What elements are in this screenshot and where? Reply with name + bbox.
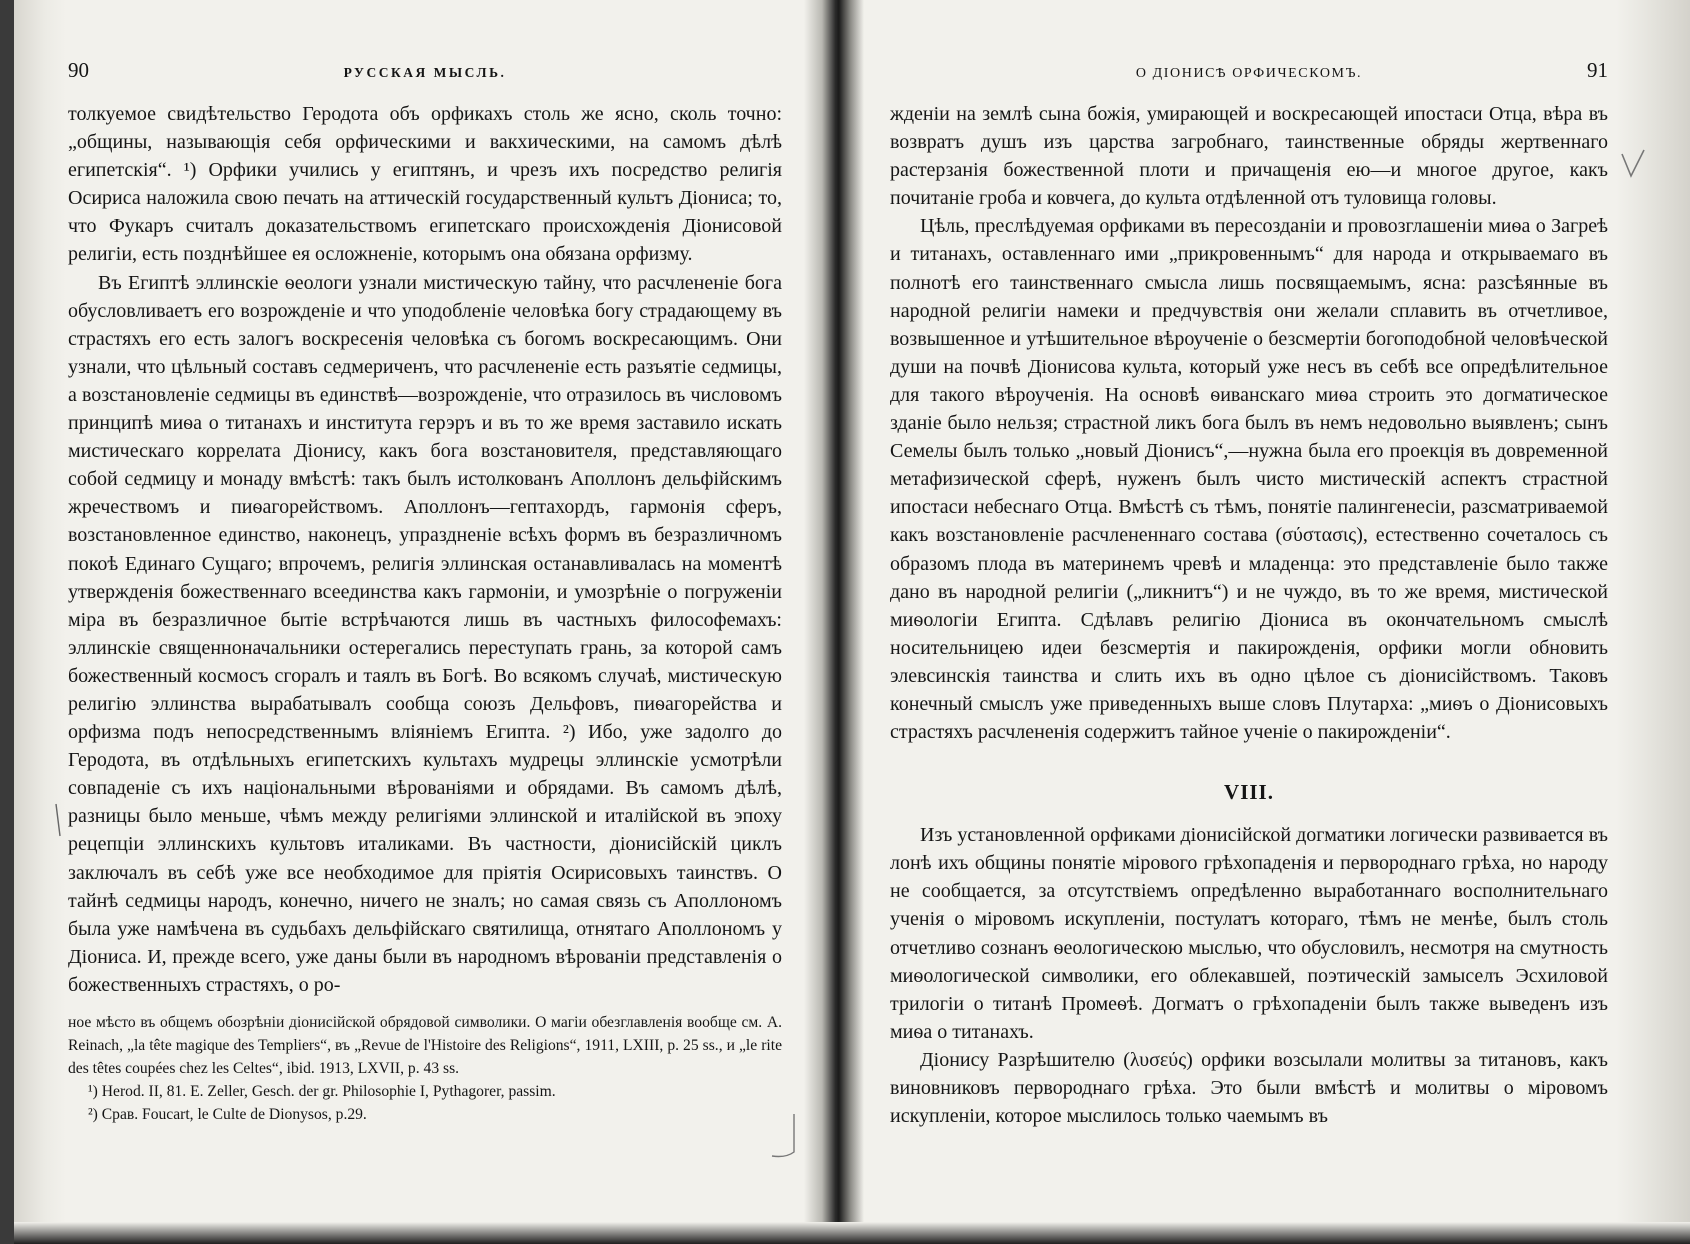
right-paragraph-4: Діонису Разрѣшителю (λυσεύς) орфики возсылали молитвы за титановъ, какъ виновниковъ первороднаго грѣха. Это были вмѣстѣ и молитвы о міровомъ искупленіи, которое мыслилось только чаемымъ въ <box>890 1048 1608 1128</box>
page-edge-right <box>1616 0 1690 1244</box>
pencil-tick-icon <box>52 800 74 840</box>
left-page-header <box>68 58 782 94</box>
pencil-check-mark-icon <box>1618 146 1648 182</box>
footnote-1: ¹) Herod. II, 81. E. Zeller, Gesch. der gr. Philosophie I, Pythagorer, passim. <box>88 1083 556 1100</box>
book-gutter <box>804 0 864 1244</box>
right-page-number: 91 <box>1587 58 1608 82</box>
pencil-bracket-icon <box>766 1112 806 1162</box>
left-paragraph-2: Въ Египтѣ эллинскіе ѳеологи узнали мистическую тайну, что расчлененіе бога обусловливаетъ его возрожденіе и что уподобленіе человѣка богу страдающему въ страстяхъ его есть залогъ воскресенія человѣка съ богомъ воскресающимъ. Они узнали, что цѣльный составъ седмериченъ, что расчлененіе есть разъятіе седмицы, а возстановленіе седмицы въ единствѣ—возрожденіе, что отразилось въ числовомъ принципѣ миѳа о титанахъ и института герэръ и въ то же время заставило искать мистическаго коррелата Діонису, какъ бога возстановителя, представляющаго собой седмицу и монаду вмѣстѣ: такъ былъ истолкованъ Аполлонъ дельфійскимъ жречествомъ и пиѳагорействомъ. Аполлонъ—гептахордъ, гармонія сферъ, возстановленное единство, наконецъ, упраздненіе всѣхъ формъ въ безразличномъ покоѣ Единаго Сущаго; впрочемъ, религія эллинская останавливалась на моментѣ утвержденія божественнаго всеединства какъ гармоніи, и умозрѣніе о погруженіи міра въ безразличное бытіе встрѣчаются лишь въ частныхъ философемахъ: эллинскіе священноначальники остерегались переступать грань, за которой самъ божественный космосъ сгоралъ и таялъ въ Богѣ. Во всякомъ случаѣ, мистическую религію эллинства вырабатывалъ сообща союзъ Дельфовъ, пиѳагорейства и орфизма подъ непосредственнымъ вліяніемъ Египта. ²) Ибо, уже задолго до Геродота, въ отдѣльныхъ египетскихъ культахъ мудрецы эллинскіе усмотрѣли совпаденіе съ ихъ національными вѣрованіями и обрядами. Въ самомъ дѣлѣ, разницы было меньше, чѣмъ между религіями эллинской и италійской въ эпоху рецепціи эллинскихъ культовъ италиками. Въ частности, діонисійскій циклъ заключалъ въ себѣ уже все необходимое для пріятія Осирисовыхъ таинствъ. О тайнѣ седмицы народъ, конечно, ничего не зналъ; но самая связь съ Аполлономъ была уже намѣчена въ судьбахъ дельфійскаго святилища, отнятаго Аполлономъ у Діониса. И, прежде всего, уже даны были въ народномъ вѣрованіи представленія о божественныхъ страстяхъ, о ро- <box>68 271 782 996</box>
left-page <box>68 58 782 1126</box>
bottom-shadow <box>14 1222 1690 1244</box>
right-page <box>890 58 1608 1130</box>
left-paragraph-1: толкуемое свидѣтельство Геродота объ орфикахъ столь же ясно, сколь точно: „общины, называющія себя орфическими и вакхическими, на самомъ дѣлѣ египетскія“. ¹) Орфики учились у египтянъ, и чрезъ ихъ посредство религія Осириса наложила свою печать на аттическій государственный культъ Діониса; то, что Фукаръ считалъ доказательствомъ египетскаго происхожденія Діонисовой религіи, есть позднѣйшее ея осложненіе, которымъ она обязана орфизму. <box>68 103 782 266</box>
section-heading: VIII. <box>1224 780 1274 805</box>
footnote-2: ²) Срав. Foucart, le Culte de Dionysos, p.29. <box>88 1106 367 1123</box>
right-paragraph-2: Цѣль, преслѣдуемая орфиками въ пересозданіи и провозглашеніи миѳа о Загреѣ и титанахъ, оставленнаго ими „прикровеннымъ“ для народа и открываемаго въ полнотѣ его таинственнаго смысла лишь посвящаемымъ, ясна: разсѣянные въ народной религіи намеки и предчувствія они желали сплавить въ отчетливое, возвышенное и утѣшительное вѣроученіе о безсмертіи богоподобной человѣческой души на почвѣ Діонисова культа, который уже несъ въ себѣ все опредѣлительное для такого вѣроученія. На основѣ ѳиванскаго миѳа строить это догматическое зданіе было нельзя; страстной ликъ бога былъ въ немъ недовольно выявленъ; сынъ Семелы былъ только „новый Діонисъ“,—нужна была его проекція въ довременной метафизической сферѣ, нуженъ былъ чисто мистическій аспектъ страстной ипостаси небеснаго Отца. Вмѣстѣ съ тѣмъ, понятіе палингенесіи, разсматриваемой какъ возстановленіе расчлененнаго состава (σύστασις), естественно сочеталось съ образомъ плода въ материнемъ чревѣ и младенца: это представленіе было также дано въ народной религіи („ликнитъ“) и не чуждо, въ то же время, мистической миѳологіи Египта. Сдѣлавъ религію Діониса въ окончательномъ смыслѣ носительницею идеи безсмертія и пакирожденія, орфики могли обновить элевсинскія таинства и слить ихъ въ одно цѣлое съ діонисійствомъ. Таковъ конечный смыслъ уже приведенныхъ выше словъ Плутарха: „миѳъ о Діонисовыхъ страстяхъ расчлененія содержитъ тайное ученіе о пакирожденіи“. <box>890 215 1608 744</box>
footnote-continuation: ное мѣсто въ общемъ обозрѣніи діонисійской обрядовой символики. О магіи обезглавленія вообще см. A. Reinach, „la tête magique des Templiers“, въ „Revue de l'Histoire des Religions“, 1911, LXIII, p. 25 ss., и „le rite des têtes coupées chez les Celtes“, ibid. 1913, LXVII, p. 43 ss. <box>68 1014 782 1077</box>
right-paragraph-1: жденіи на землѣ сына божія, умирающей и воскресающей ипостаси Отца, вѣра въ возвратъ душъ изъ царства загробнаго, таинственные обряды жертвеннаго растерзанія божественной плоти и причащенія ею—и многое другое, какъ почитаніе гроба и ковчега, до культа отдѣленной отъ туловища головы. <box>890 103 1608 210</box>
right-page-header <box>890 58 1608 94</box>
left-footnotes <box>68 1011 782 1126</box>
right-paragraph-3: Изъ установленной орфиками діонисійской догматики логически развивается въ лонѣ ихъ общины понятіе мірового грѣхопаденія и первороднаго грѣха, но народу не сообщается, за отсутствіемъ опредѣленно выработаннаго восполнительнаго ученія о міровомъ искупленіи, постулатъ котораго, тѣмъ не менѣе, былъ столь отчетливо сознанъ ѳеологическою мыслью, что обусловилъ, несмотря на смутность миѳологической символики, его облекавшей, поэтическій замыселъ Эсхиловой трилогіи о титанѣ Промеѳѣ. Догматъ о грѣхопаденіи былъ также выведенъ изъ миѳа о титанахъ. <box>890 824 1608 1043</box>
right-running-head: О ДІОНИСѢ ОРФИЧЕСКОМЪ. <box>1135 66 1363 81</box>
left-running-head: РУССКАЯ МЫСЛЬ. <box>343 65 507 80</box>
book-spread <box>14 0 1690 1244</box>
left-page-number: 90 <box>68 58 89 82</box>
page-edge-left <box>14 0 66 1244</box>
